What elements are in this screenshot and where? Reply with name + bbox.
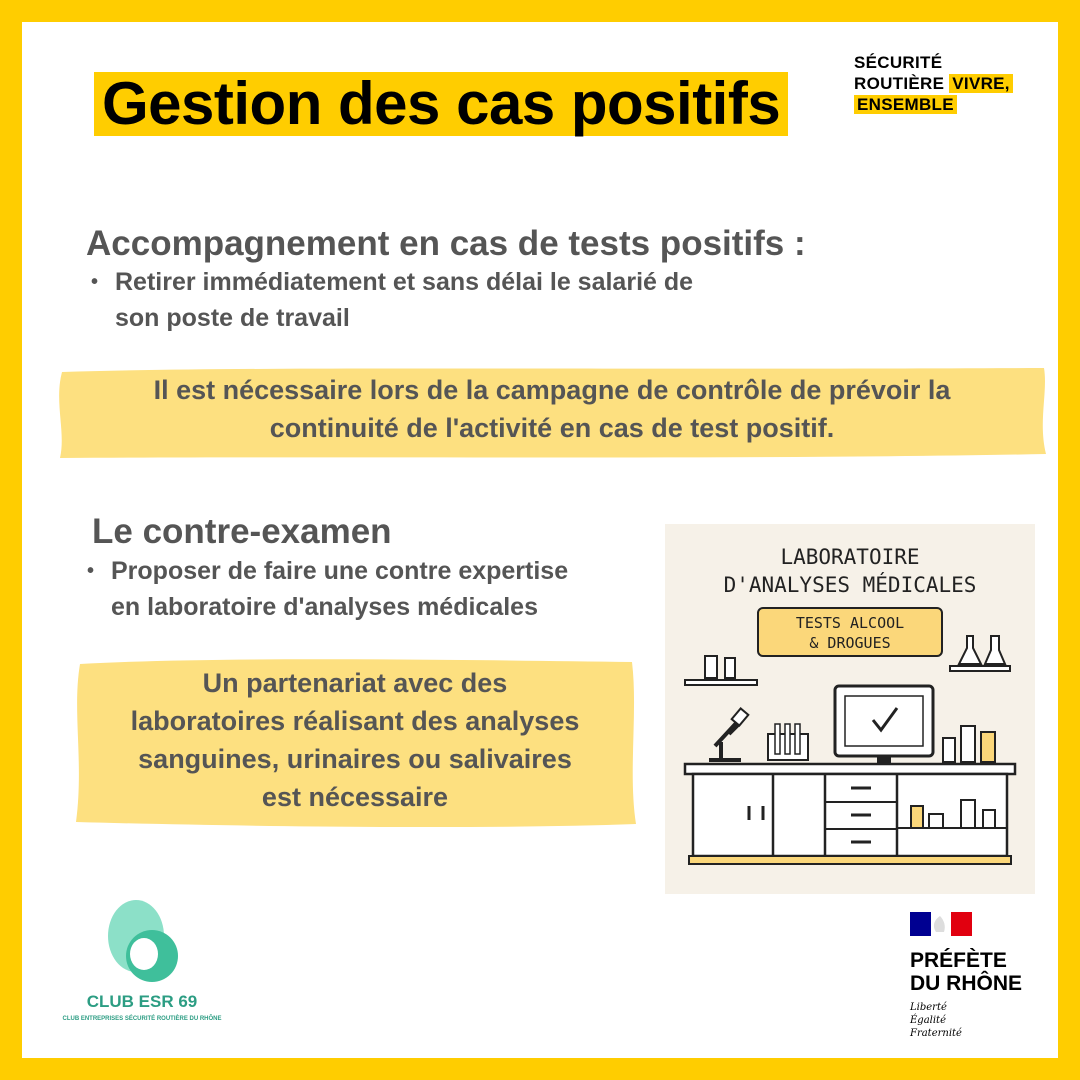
republic-motto bbox=[910, 1001, 1060, 1040]
highlight-2-line2: laboratoires réalisant des analyses bbox=[130, 706, 580, 736]
lab-counter-top bbox=[685, 764, 1015, 774]
highlight-1-line2: continuité de l'activité en cas de test positif. bbox=[269, 413, 835, 443]
lab-bottle-icon bbox=[961, 800, 975, 828]
highlight-2-line4: est nécessaire bbox=[261, 782, 449, 812]
motto-fraternite: Fraternité bbox=[910, 1028, 962, 1039]
section2-bullet-line1: Proposer de faire une contre expertise bbox=[111, 557, 569, 585]
prefecture-name-line2: DU RHÔNE bbox=[910, 972, 1023, 995]
lab-bottle-icon bbox=[705, 656, 717, 678]
ensemble-word: ENSEMBLE bbox=[854, 95, 957, 114]
club-subtitle: CLUB ENTREPRISES SÉCURITÉ ROUTIÈRE DU RHÔNE bbox=[62, 1016, 222, 1022]
lab-bottle-icon bbox=[725, 658, 735, 678]
section1-bullet-line2: son poste de travail bbox=[115, 304, 350, 332]
microscope-icon bbox=[709, 720, 741, 760]
motto-egalite: Égalité bbox=[910, 1015, 946, 1026]
lab-bottle-icon bbox=[961, 726, 975, 762]
highlight-2-line1: Un partenariat avec des bbox=[202, 668, 508, 698]
securite-routiere-word: ROUTIÈRE bbox=[854, 74, 945, 93]
lab-shelf-left bbox=[685, 680, 757, 685]
lab-sign-line2: & DROGUES bbox=[809, 634, 891, 652]
lab-bottle-icon bbox=[943, 738, 955, 762]
prefecture-name bbox=[910, 949, 1060, 995]
bullet-dot-icon: • bbox=[87, 560, 95, 582]
securite-routiere-line2 bbox=[854, 73, 1013, 94]
lab-floor bbox=[689, 856, 1011, 864]
club-emblem-icon bbox=[90, 896, 200, 996]
prefecture-name-line1: PRÉFÈTE bbox=[910, 949, 1007, 972]
lab-title-line1: LABORATOIRE bbox=[780, 545, 920, 569]
section2-heading: Le contre-examen bbox=[92, 512, 392, 551]
securite-routiere-logo bbox=[854, 52, 1013, 115]
section1-bullet bbox=[91, 264, 694, 336]
lab-title-line2: D'ANALYSES MÉDICALES bbox=[723, 573, 977, 597]
lab-flask-icon bbox=[985, 636, 1005, 664]
lab-bottle-icon bbox=[929, 814, 943, 828]
marianne-flag-icon bbox=[910, 912, 972, 936]
lab-drawing bbox=[665, 524, 1035, 894]
lab-sign-line1: TESTS ALCOOL bbox=[795, 614, 905, 632]
securite-routiere-line1: SÉCURITÉ bbox=[854, 53, 943, 72]
lab-illustration bbox=[665, 524, 1035, 894]
prefecture-logo bbox=[910, 912, 1060, 1040]
lab-shelf-right bbox=[950, 666, 1010, 671]
club-name: CLUB ESR 69 bbox=[86, 992, 198, 1011]
page-title: Gestion des cas positifs bbox=[94, 72, 788, 136]
club-esr-logo bbox=[42, 892, 242, 1042]
motto-liberte: Liberté bbox=[910, 1002, 947, 1013]
highlight-1-line1: Il est nécessaire lors de la campagne de contrôle de prévoir la bbox=[153, 375, 951, 405]
section1-heading: Accompagnement en cas de tests positifs : bbox=[86, 224, 806, 263]
bullet-dot-icon: • bbox=[91, 271, 99, 293]
vivre-word: VIVRE, bbox=[949, 74, 1013, 93]
lab-bottle-icon bbox=[983, 810, 995, 828]
highlight-2-text bbox=[82, 664, 628, 816]
section1-bullet-line1: Retirer immédiatement et sans délai le salarié de bbox=[115, 268, 694, 296]
section2-bullet bbox=[87, 553, 569, 625]
lab-flask-icon bbox=[959, 636, 981, 664]
lab-counter bbox=[693, 774, 1007, 856]
lab-bottle-icon bbox=[911, 806, 923, 828]
highlight-1-text bbox=[74, 371, 1030, 447]
section2-bullet-line2: en laboratoire d'analyses médicales bbox=[111, 593, 538, 621]
highlight-2-line3: sanguines, urinaires ou salivaires bbox=[138, 744, 572, 774]
lab-bottle-icon bbox=[981, 732, 995, 762]
securite-routiere-line3 bbox=[854, 94, 1013, 115]
